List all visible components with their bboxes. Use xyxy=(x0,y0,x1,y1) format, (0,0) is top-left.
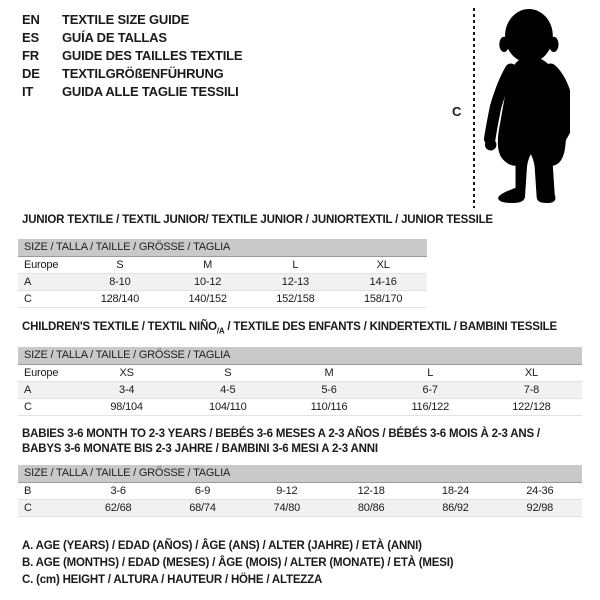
size-cell: 104/110 xyxy=(209,401,247,413)
size-cell: 140/152 xyxy=(188,293,227,305)
size-cell: 158/170 xyxy=(363,293,403,305)
language-code: DE xyxy=(22,65,40,81)
size-cell: XL xyxy=(524,367,538,379)
language-list xyxy=(22,10,242,100)
size-cell: 8-10 xyxy=(109,276,131,288)
junior-size-table xyxy=(18,239,427,308)
language-label: TEXTILE SIZE GUIDE xyxy=(62,11,190,27)
language-label: GUIDE DES TAILLES TEXTILE xyxy=(62,47,243,63)
size-header-bar: SIZE / TALLA / TAILLE / GRÖSSE / TAGLIA xyxy=(18,239,427,257)
size-cell: M xyxy=(203,259,213,271)
size-header-bar: SIZE / TALLA / TAILLE / GRÖSSE / TAGLIA xyxy=(18,465,582,483)
height-dashed-line xyxy=(473,8,475,208)
size-cell: 9-12 xyxy=(276,485,298,497)
size-cell: 24-36 xyxy=(526,485,554,497)
row-label: B xyxy=(24,485,32,497)
size-cell: M xyxy=(324,367,334,379)
language-label: GUÍA DE TALLAS xyxy=(62,29,167,45)
row-label: C xyxy=(24,401,32,413)
table-row xyxy=(18,291,427,308)
language-row xyxy=(22,10,242,28)
language-row xyxy=(22,64,242,82)
section-heading-junior: JUNIOR TEXTILE / TEXTIL JUNIOR/ TEXTILE JUNIOR / JUNIORTEXTIL / JUNIOR TESSILE xyxy=(22,214,493,226)
table-row xyxy=(18,382,582,399)
size-cell: 116/122 xyxy=(411,401,449,413)
language-code: ES xyxy=(22,29,39,45)
language-code: IT xyxy=(22,83,34,99)
row-label: A xyxy=(24,276,32,288)
size-cell: 3-4 xyxy=(118,384,135,396)
children-size-table xyxy=(18,347,582,416)
table-row xyxy=(18,500,582,517)
row-label: Europe xyxy=(24,367,59,379)
language-label: GUIDA ALLE TAGLIE TESSILI xyxy=(62,83,239,99)
row-label: C xyxy=(24,293,32,305)
size-cell: 12-13 xyxy=(281,276,309,288)
language-row xyxy=(22,46,242,64)
legend-line-age-years: A. AGE (YEARS) / EDAD (AÑOS) / ÂGE (ANS) / ALTER (JAHRE) / ETÀ (ANNI) xyxy=(22,540,422,552)
size-header-bar: SIZE / TALLA / TAILLE / GRÖSSE / TAGLIA xyxy=(18,347,582,365)
size-cell: S xyxy=(224,367,232,379)
size-cell: 80/86 xyxy=(357,502,385,514)
size-cell: 128/140 xyxy=(100,293,140,305)
size-cell: 68/74 xyxy=(189,502,216,514)
size-cell: 3-6 xyxy=(110,485,126,497)
language-row xyxy=(22,28,242,46)
size-cell: 12-18 xyxy=(357,485,385,497)
size-cell: L xyxy=(292,259,299,271)
table-row xyxy=(18,399,582,416)
size-cell: S xyxy=(116,259,124,271)
heading-subscript: /A xyxy=(216,326,225,336)
legend-line-age-months: B. AGE (MONTHS) / EDAD (MESES) / ÂGE (MOIS) / ALTER (MONATE) / ETÀ (MESI) xyxy=(22,557,454,569)
size-cell: 62/68 xyxy=(104,502,132,514)
size-cell: 10-12 xyxy=(194,276,222,288)
size-cell: 6-7 xyxy=(422,384,438,396)
size-cell: 18-24 xyxy=(441,485,470,497)
size-cell: 152/158 xyxy=(276,293,315,305)
size-cell: 6-9 xyxy=(194,485,211,497)
size-cell: 86/92 xyxy=(442,502,469,514)
table-row xyxy=(18,365,582,382)
language-row xyxy=(22,82,242,100)
size-cell: 14-16 xyxy=(369,276,397,288)
size-cell: L xyxy=(427,367,434,379)
section-heading-children xyxy=(22,320,570,338)
language-code: FR xyxy=(22,47,39,63)
size-cell: 122/128 xyxy=(512,401,551,413)
heading-text: / TEXTILE DES ENFANTS / KINDERTEXTIL / BAMBINI TESSILE xyxy=(224,321,557,333)
legend-line-height: C. (cm) HEIGHT / ALTURA / HAUTEUR / HÖHE / ALTEZZA xyxy=(22,574,323,586)
table-row xyxy=(18,257,427,274)
table-row xyxy=(18,483,582,500)
table-row xyxy=(18,274,427,291)
size-cell: 92/98 xyxy=(526,502,554,514)
size-cell: 7-8 xyxy=(523,384,540,396)
size-cell: XS xyxy=(119,367,134,379)
size-cell: XL xyxy=(376,259,390,271)
size-cell: 110/116 xyxy=(310,401,348,413)
babies-size-table xyxy=(18,465,582,517)
size-cell: 5-6 xyxy=(321,384,337,396)
baby-silhouette-icon xyxy=(484,6,570,207)
row-label: A xyxy=(24,384,32,396)
section-heading-babies: BABIES 3-6 MONTH TO 2-3 YEARS / BEBÉS 3-6 MESES A 2-3 AÑOS / BÉBÉS 3-6 MOIS À 2-3 ANS / BABYS 3-6 MONATE BIS 2-3 JAHRE / BAMBINI 3-6 MESI A 2-3 ANNI xyxy=(22,428,540,455)
size-cell: 4-5 xyxy=(220,384,236,396)
language-label: TEXTILGRÖßENFÜHRUNG xyxy=(62,65,224,81)
size-cell: 74/80 xyxy=(273,502,301,514)
height-measure-label: C xyxy=(452,104,462,119)
row-label: C xyxy=(24,502,32,514)
heading-text: CHILDREN'S TEXTILE / TEXTIL NIÑO xyxy=(22,321,217,333)
language-code: EN xyxy=(22,11,40,27)
row-label: Europe xyxy=(24,259,59,271)
size-cell: 98/104 xyxy=(110,401,143,413)
measure-legend xyxy=(22,538,453,589)
